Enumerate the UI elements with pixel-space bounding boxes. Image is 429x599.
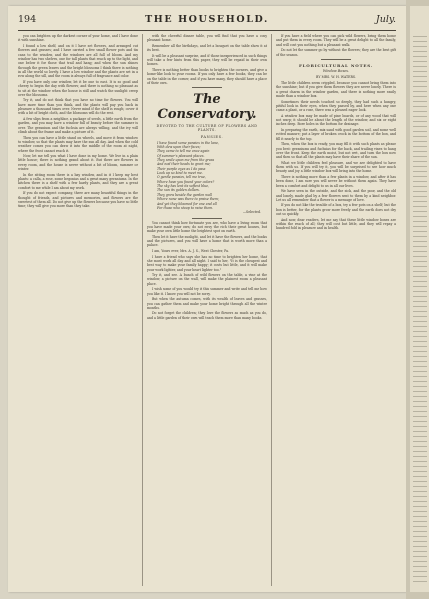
adjacent-text-line bbox=[413, 451, 427, 452]
paragraph: In the sitting room there is a bay window, and in it I keep my best plants: a calla, a rose, some begonias and a great many geraniums. In the kitchen there is a shelf with a few hardy plants, and they are a great comfort to me while I am about my work. bbox=[18, 172, 138, 190]
adjacent-text-line bbox=[413, 576, 427, 577]
paragraph: If you have only one window, let it be one to east. It is so good and cheery to begin the day with flowers; and there is nothing so pleasant as to sit at the window when the house is still and watch the sunlight creep over the blossoms. bbox=[18, 79, 138, 97]
adjacent-text-line bbox=[413, 326, 427, 327]
adjacent-text-line bbox=[413, 201, 427, 202]
poem-line: And yet they bloomed for one and all bbox=[157, 201, 217, 206]
adjacent-text-line bbox=[413, 396, 427, 397]
adjacent-text-line bbox=[413, 246, 427, 247]
paragraph: You cannot think how fortunate you are, who have a living room that you have made your own; do not envy the rich their great houses, but make your own little home the brightest spot on earth. bbox=[147, 220, 267, 234]
adjacent-text-line bbox=[413, 416, 427, 417]
adjacent-text-line bbox=[413, 131, 427, 132]
adjacent-text-line bbox=[413, 256, 427, 257]
adjacent-text-line bbox=[413, 376, 427, 377]
adjacent-text-line bbox=[413, 296, 427, 297]
adjacent-text-line bbox=[413, 156, 427, 157]
adjacent-text-line bbox=[413, 291, 427, 292]
adjacent-text-line bbox=[413, 476, 427, 477]
page-number: 194 bbox=[18, 14, 37, 25]
poem bbox=[157, 135, 267, 214]
adjacent-text-line bbox=[413, 346, 427, 347]
newspaper-page bbox=[8, 6, 406, 592]
conservatory-masthead bbox=[147, 92, 267, 132]
adjacent-text-line bbox=[413, 411, 427, 412]
paragraph: In preparing the earth, mix sand with good garden soil, and some well rotted manure; put a layer of broken crock in the bottom of the box, and fill it nearly to the top. bbox=[276, 127, 396, 141]
column-right bbox=[276, 34, 396, 232]
adjacent-text-line bbox=[413, 531, 427, 532]
poem-line: And nod their heads to greet me; bbox=[157, 162, 211, 167]
paragraph: Sometimes their needs touched so deeply, they had such a hungry, pitiful look in their eyes, when they passed by, and here when any one came a plant, or a rose, there was a pleased eager look. bbox=[276, 99, 396, 113]
adjacent-text-line bbox=[413, 236, 427, 237]
adjacent-text-line bbox=[413, 286, 427, 287]
poem-line: They grew beside the garden wall bbox=[157, 192, 212, 197]
header-rule bbox=[18, 30, 396, 31]
paragraph: Try it, and see. A bunch of wild flowers on the table, a vine at the window, a picture on the wall, will make the plainest room a pleasant place. bbox=[147, 273, 267, 286]
poem-line: Where have you found your colors? bbox=[157, 179, 215, 184]
issue-month: July. bbox=[375, 14, 396, 25]
adjacent-text-line bbox=[413, 271, 427, 272]
adjacent-text-line bbox=[413, 116, 427, 117]
adjacent-text-line bbox=[413, 536, 427, 537]
adjacent-text-line bbox=[413, 136, 427, 137]
adjacent-text-line bbox=[413, 111, 427, 112]
section-divider bbox=[192, 218, 222, 219]
paragraph: I wish some of you would try it this summer and write and tell me how you like it. I know you will not be sorry. bbox=[147, 287, 267, 296]
adjacent-text-line bbox=[413, 551, 427, 552]
adjacent-text-line bbox=[413, 546, 427, 547]
adjacent-text-line bbox=[413, 186, 427, 187]
adjacent-text-line bbox=[413, 386, 427, 387]
poem-line: They smile upon me from the grass bbox=[157, 158, 215, 163]
adjacent-text-line bbox=[413, 431, 427, 432]
adjacent-text-line bbox=[413, 196, 427, 197]
adjacent-text-line bbox=[413, 311, 427, 312]
adjacent-page-edge bbox=[406, 0, 429, 599]
adjacent-text-line bbox=[413, 581, 427, 582]
masthead-title: The Conservatory. bbox=[157, 92, 257, 123]
paragraph: Then, when the box is ready, you may fill it with such plants as please you best: geraniums and fuchsias for the back, and trailing vines to hang over the front. Keep the earth moist, but not wet, and turn the box now and then so that all the plants may have their share of the sun. bbox=[276, 142, 396, 160]
paragraph: I am, Yours ever, Mrs. A. J. S., West Chester, Pa. bbox=[152, 248, 230, 253]
paragraph: Then let it have the sunlight, and let it have the flowers, and the books and the pictures, and you will have a home that is worth more than a palace. bbox=[147, 234, 267, 248]
adjacent-text-line bbox=[413, 161, 427, 162]
poem-line: I have found some pansies in the lane, bbox=[157, 140, 220, 145]
adjacent-text-line bbox=[413, 571, 427, 572]
adjacent-text-line bbox=[413, 206, 427, 207]
paragraph: Do not forget the children; they love the flowers as much as you do, and a little garden of their own will teach them more than many books. bbox=[147, 311, 267, 320]
adjacent-text-line bbox=[413, 36, 427, 37]
floricultural-subheading: Window Boxes. bbox=[322, 69, 350, 74]
paragraph: There is nothing more than a few plants in a window, and after it has been done, I am sure you will never be without them again. They have been a comfort and delight to us in all our lives. bbox=[276, 174, 396, 188]
paragraph: And now, dear readers, let me say that these little window boxes are within the reach of all; they will cost but little, and they will repay a hundred fold in pleasure and in health. bbox=[276, 217, 396, 231]
paragraph: Remember all the birthdays, and let a bouquet on the table show it at its best. bbox=[147, 43, 267, 53]
adjacent-text-line bbox=[413, 216, 427, 217]
paragraph: Then you can have a little stand on wheels, and move it from window to window, so that the plants may have the sun all day. And when the cold weather comes you can draw it into the middle of the room at night, where the frost cannot reach it. bbox=[18, 135, 138, 153]
adjacent-text-line bbox=[413, 61, 427, 62]
adjacent-text-line bbox=[413, 176, 427, 177]
adjacent-text-line bbox=[413, 221, 427, 222]
poem-line: Look up so kind to meet me. bbox=[157, 171, 203, 176]
adjacent-text-line bbox=[413, 276, 427, 277]
paragraph: We have seen in the outside, and the sick, and the poor, and the old and lonely, made glad by a few flowers sent to them by a kind neighbor. Let us all remember that a flower is a message of love. bbox=[276, 189, 396, 202]
poem-line: For those who stoop to raise them. bbox=[157, 205, 214, 210]
adjacent-text-line bbox=[413, 301, 427, 302]
adjacent-text-line bbox=[413, 101, 427, 102]
adjacent-text-line bbox=[413, 121, 427, 122]
adjacent-text-line bbox=[413, 471, 427, 472]
middle-article-mid bbox=[147, 221, 267, 254]
adjacent-text-line bbox=[413, 146, 427, 147]
floricultural-body bbox=[276, 81, 396, 231]
paragraph: The little children seem crippled, because you cannot bring them into the sunshine; but if you give them flowers they are never lonely. There is a great charm in the window garden, and there is nothing more easily made than a window box. bbox=[276, 80, 396, 98]
adjacent-text-line bbox=[413, 151, 427, 152]
adjacent-text-line bbox=[413, 566, 427, 567]
poem-author: —Selected. bbox=[242, 210, 261, 215]
adjacent-text-line bbox=[413, 401, 427, 402]
adjacent-text-line bbox=[413, 281, 427, 282]
adjacent-text-line bbox=[413, 491, 427, 492]
adjacent-text-line bbox=[413, 496, 427, 497]
floricultural-byline: BY MRS. W. H. WATERS. bbox=[316, 74, 356, 79]
poem-line: Of summer's pleasant places. bbox=[157, 153, 205, 158]
adjacent-text-line bbox=[413, 91, 427, 92]
masthead-subtitle: DEVOTED TO THE CULTURE OF FLOWERS AND PLANTS. bbox=[156, 124, 258, 133]
adjacent-text-line bbox=[413, 501, 427, 502]
paragraph: Now, let me tell you what I have done in my home. We live in a plain little house; there is nothing grand about it. But there are flowers in every room, and the house is never without a bit of bloom, summer or winter. bbox=[18, 154, 138, 172]
adjacent-text-line bbox=[413, 526, 427, 527]
paragraph: Do not let the summer go by without the flowers; they are the best gift of the season. bbox=[276, 48, 396, 57]
adjacent-text-line bbox=[413, 86, 427, 87]
poem-title: PANSIES. bbox=[200, 135, 224, 140]
poem-line: Where none was there to praise them; bbox=[157, 197, 220, 202]
paragraph: I have a friend who says she has no time to brighten her home, that she must work all day and all night. I said to her, "It is the cheapest and best way to make your family happy; it costs but little, and it will make your work lighter, and your heart lighter too." bbox=[147, 254, 267, 272]
adjacent-text-line bbox=[413, 436, 427, 437]
adjacent-text-line bbox=[413, 141, 427, 142]
paragraph: But when the autumn comes, with its wealth of leaves and grasses, you can gather them and make your home bright through all the winter months. bbox=[147, 297, 267, 310]
adjacent-text-line bbox=[413, 556, 427, 557]
adjacent-text-line bbox=[413, 171, 427, 172]
adjacent-text-line bbox=[413, 506, 427, 507]
adjacent-text-line bbox=[413, 381, 427, 382]
adjacent-text-line bbox=[413, 231, 427, 232]
paragraph: If you have a field where you can pick wild flowers, bring them home and put them in every room. They will be a great delight to all the family, and will cost you nothing but a pleasant walk. bbox=[276, 34, 396, 47]
adjacent-text-line bbox=[413, 486, 427, 487]
adjacent-text-line bbox=[413, 41, 427, 42]
paragraph: you can brighten up the darkest corner of your home, and I have done it with sunshine. bbox=[18, 34, 138, 43]
adjacent-text-line bbox=[413, 441, 427, 442]
adjacent-text-line bbox=[413, 56, 427, 57]
poem-line: The sky has lent its softest blue, bbox=[157, 184, 210, 189]
adjacent-text-line bbox=[413, 106, 427, 107]
adjacent-text-line bbox=[413, 446, 427, 447]
paragraph: Try it, and do not think that you have no time for flowers. You will have more time than you think, and the plants will pay you back in pleasure a thousand times over. Never mind if the shelf is rough; cover it with a bit of bright cloth, and the blossoms will do the rest. bbox=[18, 98, 138, 116]
poem-line: With dew upon their faces; bbox=[157, 145, 201, 150]
adjacent-page bbox=[410, 6, 429, 592]
paragraph: If you do not like the trouble of a box, try a few pots on a shelf; but the box is better, for the plants grow more freely and the earth does not dry out so quickly. bbox=[276, 203, 396, 217]
adjacent-text-line bbox=[413, 306, 427, 307]
adjacent-text-line bbox=[413, 561, 427, 562]
adjacent-text-line bbox=[413, 241, 427, 242]
adjacent-text-line bbox=[413, 341, 427, 342]
middle-article-top bbox=[147, 34, 267, 85]
adjacent-text-line bbox=[413, 46, 427, 47]
column-middle bbox=[147, 34, 267, 321]
adjacent-text-line bbox=[413, 251, 427, 252]
adjacent-text-line bbox=[413, 266, 427, 267]
adjacent-text-line bbox=[413, 76, 427, 77]
right-article-top bbox=[276, 34, 396, 57]
adjacent-text-line bbox=[413, 481, 427, 482]
adjacent-text-line bbox=[413, 421, 427, 422]
adjacent-text-line bbox=[413, 391, 427, 392]
paragraph: A window box may be made of pine boards, or of any wood that will not warp; it should be about the length of the window, and six or eight inches deep. Bore holes in the bottom for drainage. bbox=[276, 113, 396, 127]
column-divider bbox=[142, 34, 143, 586]
paragraph: A few slips from a neighbor, a package of seeds, a little earth from the garden, and you may have a window full of beauty before the summer is over. The geranium and the fuchsia are always willing, and the ivy will climb about the frame and make a picture of it. bbox=[18, 116, 138, 134]
paragraph: I found a low shelf, and on it I have set flowers, and arranged cut flowers and grasses; and I have carried a few small flower pots and tin cans to the window, and the windows are all full of bloom. And my window has two shelves, one for tall plants that reach up to the light, and one below it for those that trail and hang; and when the sun shines through the green leaves and the bright blossoms I think there is nothing in all the world so lovely. I have a low window and the plants are set in a row along the sill, and the room is always full of fragrance and color. bbox=[18, 43, 138, 79]
adjacent-text-line bbox=[413, 226, 427, 227]
adjacent-text-line bbox=[413, 541, 427, 542]
adjacent-text-line bbox=[413, 426, 427, 427]
adjacent-text-line bbox=[413, 356, 427, 357]
adjacent-text-line bbox=[413, 361, 427, 362]
poem-line: Their purple eyes as I do pass bbox=[157, 166, 206, 171]
adjacent-text-line bbox=[413, 96, 427, 97]
paragraph: What we little children feel pleasure, and we are delighted to have them with us. If you will try it, you will be surprised to see how much beauty and joy a little window box will bring into the home. bbox=[276, 160, 396, 174]
poem-line: O gentle pansies, tell me true, bbox=[157, 175, 206, 180]
adjacent-text-line bbox=[413, 191, 427, 192]
adjacent-text-line bbox=[413, 126, 427, 127]
adjacent-text-line bbox=[413, 81, 427, 82]
adjacent-text-line bbox=[413, 181, 427, 182]
paragraph: with the cheerful dinner table, you will find that you have a cosy pleasant home. bbox=[147, 34, 267, 43]
column-left bbox=[18, 34, 138, 210]
adjacent-text-line bbox=[413, 406, 427, 407]
adjacent-text-line bbox=[413, 516, 427, 517]
adjacent-text-line bbox=[413, 456, 427, 457]
publication-title: THE HOUSEHOLD. bbox=[145, 14, 269, 25]
adjacent-text-line bbox=[413, 261, 427, 262]
middle-article-bottom bbox=[147, 255, 267, 321]
poem-line: The sun its golden dollars. bbox=[157, 188, 200, 193]
adjacent-text-line bbox=[413, 371, 427, 372]
adjacent-text-line bbox=[413, 466, 427, 467]
poem-line: They came to tell me once again bbox=[157, 149, 210, 154]
poem-lines bbox=[157, 141, 267, 211]
floricultural-heading: FLORICULTURAL NOTES. bbox=[299, 62, 373, 68]
paragraph: It will be a pleasant surprise, and if those inexperienced in such things will take a few hints from this paper, they will be repaid in their own homes. bbox=[147, 53, 267, 67]
adjacent-text-line bbox=[413, 166, 427, 167]
adjacent-text-line bbox=[413, 331, 427, 332]
column-divider bbox=[271, 34, 272, 586]
paragraph: If you do not expect company, there are many beautiful things in the thought of friends, and pictures and memories, and flowers are the sweetest of them all. Do not give up the flowers because you have so little time; they will give you more than they take. bbox=[18, 191, 138, 209]
section-divider bbox=[192, 87, 222, 88]
adjacent-text-line bbox=[413, 51, 427, 52]
adjacent-text-line bbox=[413, 336, 427, 337]
running-header bbox=[18, 14, 396, 28]
adjacent-text-line bbox=[413, 511, 427, 512]
adjacent-text-line bbox=[413, 366, 427, 367]
adjacent-text-line bbox=[413, 321, 427, 322]
adjacent-text-line bbox=[413, 211, 427, 212]
adjacent-text-line bbox=[413, 316, 427, 317]
section-divider bbox=[321, 59, 351, 60]
adjacent-text-line bbox=[413, 66, 427, 67]
paragraph: There is nothing better than books to brighten the corners, and give a home-like look to your rooms. If you only have a few books, they can be on the table in the corner, and if you have many, they should have a place of their own. bbox=[147, 67, 267, 85]
adjacent-text-line bbox=[413, 521, 427, 522]
adjacent-text-line bbox=[413, 461, 427, 462]
adjacent-text-line bbox=[413, 351, 427, 352]
adjacent-text-line bbox=[413, 71, 427, 72]
